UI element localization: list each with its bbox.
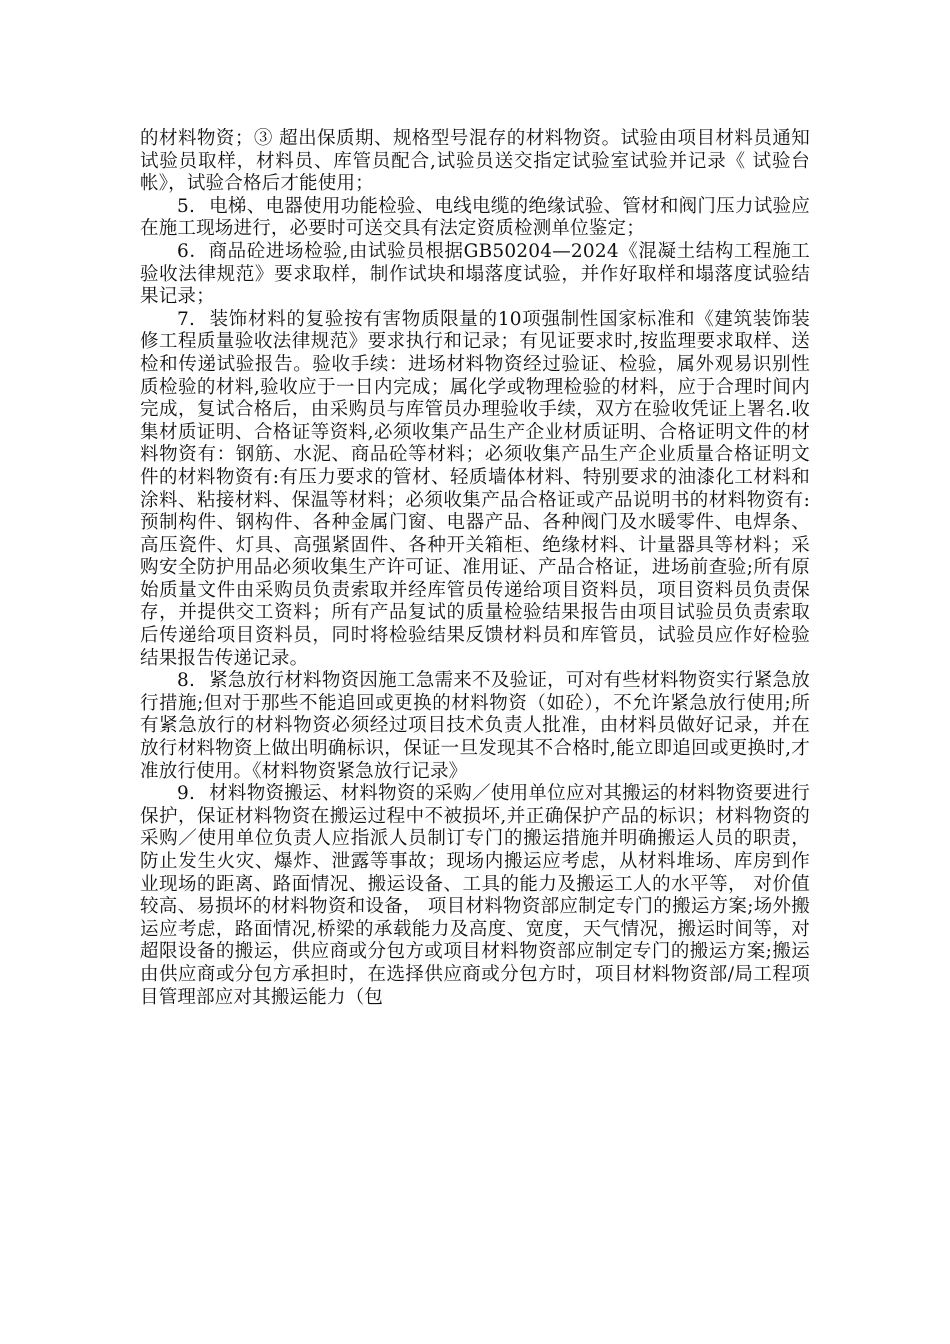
paragraph-9 <box>140 783 810 1009</box>
paragraph-text: 装饰材料的复验按有害物质限量的10项强制性国家标准和《建筑装饰装修工程质量验收法律规范》要求执行和记录；有见证要求时,按监理要求取样、送检和传递试验报告。验收手续：进场材料物资经过验证、检验，属外观易识别性质检验的材料,验收应于一日内完成；属化学或物理检验的材料，应于合理时间内完成，复试合格后，由采购员与库管员办理验收手续，双方在验收凭证上署名.收集材质证明、合格证等资料,必须收集产品生产企业材质证明、合格证明文件的材料物资有：钢筋、水泥、商品砼等材料；必须收集产品生产企业质量合格证明文件的材料物资有:有压力要求的管材、轻质墙体材料、特别要求的油漆化工材料和涂料、粘接材料、保温等材料；必须收集产品合格证或产品说明书的材料物资有:预制构件、钢构件、各种金属门窗、电器产品、各种阀门及水暖零件、电焊条、高压瓷件、灯具、高强紧固件、各种开关箱柜、绝缘材料、计量器具等材料；采购安全防护用品必须收集生产许可证、准用证、产品合格证，进场前查验;所有原始质量文件由采购员负责索取并经库管员传递给项目资料员，项目资料员负责保存，并提供交工资料；所有产品复试的质量检验结果报告由项目试验员负责索取后传递给项目资料员，同时将检验结果反馈材料员和库管员，试验员应作好检验结果报告传递记录。 <box>140 308 810 669</box>
paragraph-7 <box>140 309 810 671</box>
paragraph-text: 电梯、电器使用功能检验、电线电缆的绝缘试验、管材和阀门压力试验应在施工现场进行，必要时可送交具有法定资质检测单位鉴定； <box>140 195 810 240</box>
paragraph-number: 8. <box>177 670 196 692</box>
paragraph-number: 6． <box>177 240 209 262</box>
paragraph-6 <box>140 241 810 309</box>
paragraph-text: 商品砼进场检验,由试验员根据GB50204—2024《混凝土结构工程施工验收法律规范》要求取样，制作试块和塌落度试验，并作好取样和塌落度试验结果记录； <box>140 240 811 308</box>
paragraph-continued: 的材料物资；③ 超出保质期、规格型号混存的材料物资。试验由项目材料员通知试验员取样，材料员、库管员配合,试验员送交指定试验室试验并记录《 试验台帐》，试验合格后才能使用； <box>140 128 810 195</box>
paragraph-text: 材料物资搬运、材料物资的采购／使用单位应对其搬运的材料物资要进行保护，保证材料物资在搬运过程中不被损坏,并正确保护产品的标识；材料物资的采购／使用单位负责人应指派人员制订专门的搬运措施并明确搬运人员的职责， 防止发生火灾、爆炸、泄露等事故；现场内搬运应考虑，从材料堆场、库房到作业现场的距离、路面情况、搬运设备、工具的能力及搬运工人的水平等， 对价值较高、易损坏的材料物资和设备， 项目材料物资部应制定专门的搬运方案;场外搬运应考虑，路面情况,桥梁的承载能力及高度、宽度，天气情况，搬运时间等，对超限设备的搬运，供应商或分包方或项目材料物资部应制定专门的搬运方案;搬运由供应商或分包方承担时，在选择供应商或分包方时，项目材料物资部/局工程项目管理部应对其搬运能力（包 <box>140 783 810 1008</box>
paragraph-number: 7. <box>177 308 196 330</box>
paragraph-8 <box>140 670 810 783</box>
paragraph-text: 紧急放行材料物资因施工急需来不及验证，可对有些材料物资实行紧急放行措施;但对于那些不能追回或更换的材料物资（如砼），不允许紧急放行使用;所有紧急放行的材料物资必须经过项目技术负责人批准，由材料员做好记录，并在放行材料物资上做出明确标识，保证一旦发现其不合格时,能立即追回或更换时,才准放行使用。《材料物资紧急放行记录》 <box>140 670 810 782</box>
paragraph-number: 5. <box>177 195 196 217</box>
paragraph-5 <box>140 196 810 241</box>
document-body <box>140 128 810 1009</box>
paragraph-number: 9. <box>177 783 196 805</box>
